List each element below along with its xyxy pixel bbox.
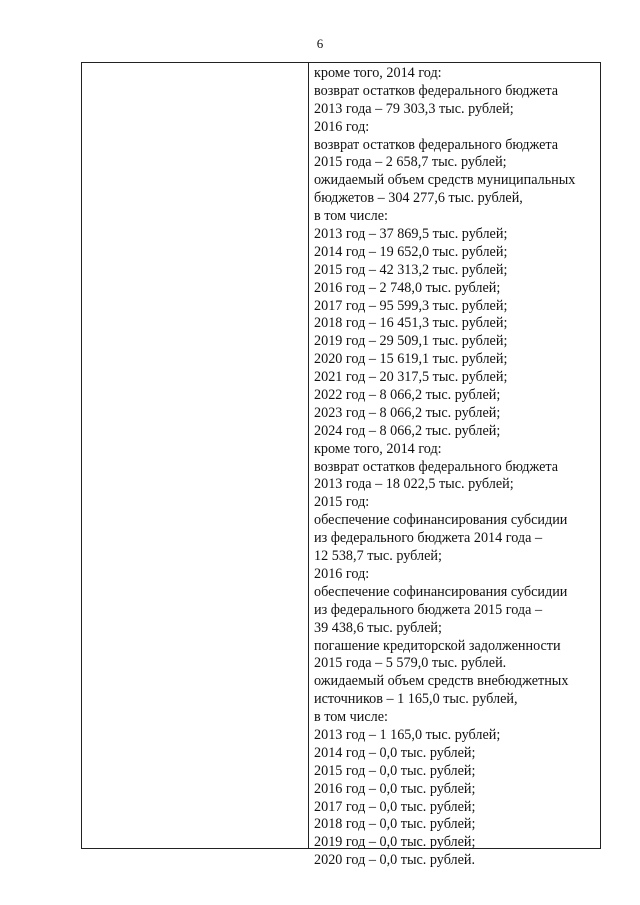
funding-line: 2015 год – 0,0 тыс. рублей; xyxy=(314,762,476,779)
funding-line: обеспечение софинансирования субсидии xyxy=(314,583,568,600)
funding-line: 12 538,7 тыс. рублей; xyxy=(314,548,442,565)
funding-line: из федерального бюджета 2015 года – xyxy=(314,601,543,618)
funding-line: 2019 год – 0,0 тыс. рублей; xyxy=(314,834,476,851)
funding-line: 2021 год – 20 317,5 тыс. рублей; xyxy=(314,369,508,386)
funding-line: 2022 год – 8 066,2 тыс. рублей; xyxy=(314,387,501,404)
funding-line: 2015 год: xyxy=(314,494,370,511)
funding-line: кроме того, 2014 год: xyxy=(314,65,442,81)
funding-line: 2015 года – 5 579,0 тыс. рублей. xyxy=(314,655,507,672)
funding-line: ожидаемый объем средств внебюджетных xyxy=(314,673,569,690)
funding-line: 2018 год – 0,0 тыс. рублей; xyxy=(314,816,476,833)
funding-line: 2024 год – 8 066,2 тыс. рублей; xyxy=(314,422,501,439)
funding-line: возврат остатков федерального бюджета xyxy=(314,82,559,99)
funding-line: погашение кредиторской задолженности xyxy=(314,637,561,654)
funding-line: 2017 год – 95 599,3 тыс. рублей; xyxy=(314,297,508,314)
funding-line: из федерального бюджета 2014 года – xyxy=(314,530,543,547)
funding-line: 2013 года – 79 303,3 тыс. рублей; xyxy=(314,100,514,117)
table-left-cell xyxy=(82,63,308,848)
funding-line: 2017 год – 0,0 тыс. рублей; xyxy=(314,798,476,815)
funding-line: 2020 год – 0,0 тыс. рублей. xyxy=(314,852,476,869)
funding-line: 2016 год – 0,0 тыс. рублей; xyxy=(314,780,476,797)
funding-line: 2013 год – 1 165,0 тыс. рублей; xyxy=(314,726,501,743)
page-number: 6 xyxy=(316,36,324,51)
funding-line: бюджетов – 304 277,6 тыс. рублей, xyxy=(314,190,523,207)
funding-line: 2016 год: xyxy=(314,118,370,135)
funding-line: ожидаемый объем средств муниципальных xyxy=(314,172,576,189)
funding-line: 2019 год – 29 509,1 тыс. рублей; xyxy=(314,333,508,350)
funding-line: 2016 год – 2 748,0 тыс. рублей; xyxy=(314,279,501,296)
funding-line: 2020 год – 15 619,1 тыс. рублей; xyxy=(314,351,508,368)
funding-line: 2013 года – 18 022,5 тыс. рублей; xyxy=(314,476,514,493)
funding-line: 2014 год – 0,0 тыс. рублей; xyxy=(314,744,476,761)
table-right-cell xyxy=(314,65,598,870)
funding-line: 2023 год – 8 066,2 тыс. рублей; xyxy=(314,404,501,421)
funding-line: 2016 год: xyxy=(314,565,370,582)
funding-line: в том числе: xyxy=(314,208,388,225)
column-divider xyxy=(308,63,309,848)
funding-line: 2015 год – 42 313,2 тыс. рублей; xyxy=(314,261,508,278)
funding-line: 39 438,6 тыс. рублей; xyxy=(314,619,442,636)
funding-line: 2013 год – 37 869,5 тыс. рублей; xyxy=(314,226,508,243)
funding-line: 2018 год – 16 451,3 тыс. рублей; xyxy=(314,315,508,332)
funding-line: источников – 1 165,0 тыс. рублей, xyxy=(314,691,518,708)
funding-line: кроме того, 2014 год: xyxy=(314,440,442,457)
funding-table xyxy=(81,62,601,869)
funding-line: в том числе: xyxy=(314,709,388,726)
funding-line: обеспечение софинансирования субсидии xyxy=(314,512,568,529)
funding-line: 2014 год – 19 652,0 тыс. рублей; xyxy=(314,243,508,260)
funding-line: возврат остатков федерального бюджета xyxy=(314,458,559,475)
funding-line: возврат остатков федерального бюджета xyxy=(314,136,559,153)
funding-line: 2015 года – 2 658,7 тыс. рублей; xyxy=(314,154,507,171)
